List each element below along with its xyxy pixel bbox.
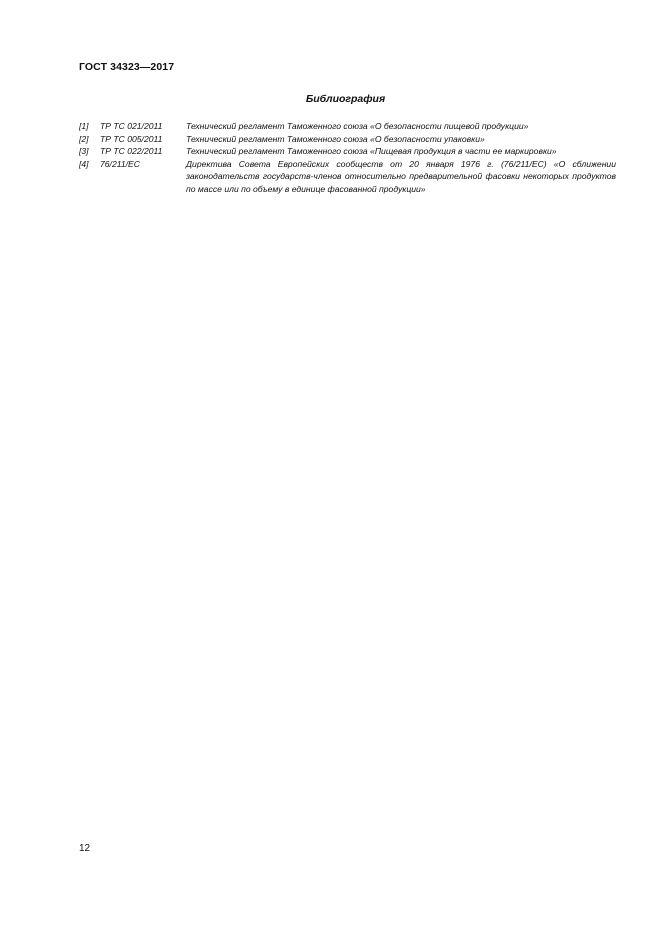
bibliography-item-code: ТР ТС 021/2011 — [100, 121, 163, 131]
bibliography-list — [79, 120, 616, 195]
bibliography-item-code: ТР ТС 022/2011 — [100, 146, 163, 156]
bibliography-item-description: Технический регламент Таможенного союза «Пищевая продукция в части ее маркировки» — [186, 146, 557, 156]
bibliography-item-description: Технический регламент Таможенного союза «О безопасности упаковки» — [186, 133, 485, 144]
bibliography-item-code: 76/211/EC — [100, 158, 140, 169]
bibliography-item-number: [2] — [79, 133, 89, 144]
bibliography-item-number: [3] — [79, 146, 89, 156]
section-title: Библиография — [305, 93, 386, 105]
bibliography-item — [79, 120, 616, 133]
document-code: ГОСТ 34323—2017 — [79, 61, 175, 73]
bibliography-item-number: [1] — [79, 121, 89, 131]
bibliography-item — [79, 133, 616, 146]
bibliography-item — [79, 145, 616, 158]
page-number: 12 — [79, 843, 91, 854]
bibliography-item — [79, 158, 616, 196]
bibliography-item-description: Технический регламент Таможенного союза «О безопасности пищевой продукции» — [186, 121, 529, 131]
bibliography-item-code: ТР ТС 005/2011 — [100, 133, 163, 144]
bibliography-item-number: [4] — [79, 158, 89, 169]
bibliography-item-description: Директива Совета Европейских сообществ от 20 января 1976 г. (76/211/EC) «О сближении законодательств государств-членов относительно предварительной фасовки некоторых продуктов по массе или по объему в единице фасованной продукции» — [186, 158, 616, 194]
